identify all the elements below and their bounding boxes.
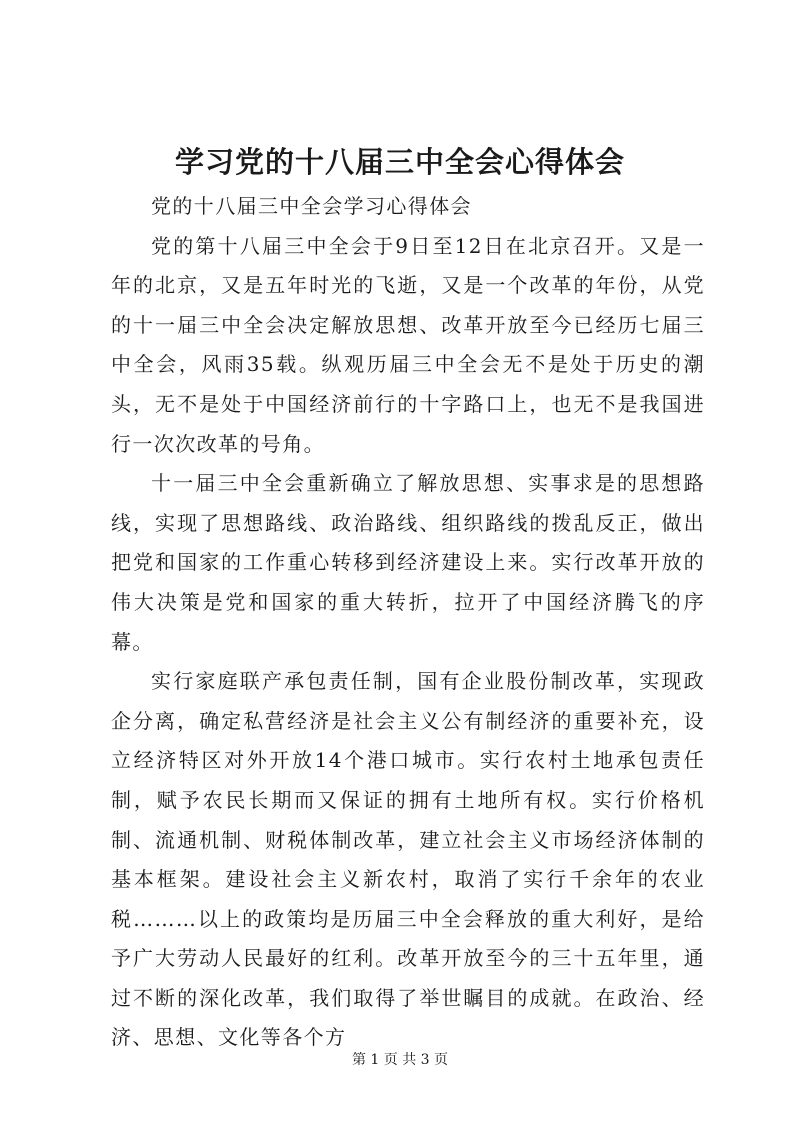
paragraph-1: 党的第十八届三中全会于9日至12日在北京召开。又是一年的北京，又是五年时光的飞逝，又是一个改革的年份，从党的十一届三中全会决定解放思想、改革开放至今已经历七届三中全会，风雨35载。纵观历届三中全会无不是处于历史的潮头，无不是处于中国经济前行的十字路口上，也无不是我国进行一次次改革的号角。: [111, 233, 705, 456]
paragraph-subtitle: 党的十八届三中全会学习心得体会: [151, 194, 472, 218]
paragraph-2: 十一届三中全会重新确立了解放思想、实事求是的思想路线，实现了思想路线、政治路线、组织路线的拨乱反正，做出把党和国家的工作重心转移到经济建设上来。实行改革开放的伟大决策是党和国家的重大转折，拉开了中国经济腾飞的序幕。: [111, 471, 705, 654]
document-title: 学习党的十八届三中全会心得体会: [174, 145, 625, 179]
paragraph-3: 实行家庭联产承包责任制，国有企业股份制改革，实现政企分离，确定私营经济是社会主义公有制经济的重要补充，设立经济特区对外开放14个港口城市。实行农村土地承包责任制，赋予农民长期而又保证的拥有土地所有权。实行价格机制、流通机制、财税体制改革，建立社会主义市场经济体制的基本框架。建设社会主义新农村，取消了实行千余年的农业税………以上的政策均是历届三中全会释放的重大利好，是给予广大劳动人民最好的红利。改革开放至今的三十五年里，通过不断的深化改革，我们取得了举世瞩目的成就。在政治、经济、思想、文化等各个方: [111, 669, 705, 1050]
document-body: [111, 187, 705, 1058]
page-number-footer: 第 1 页 共 3 页: [351, 1052, 449, 1068]
